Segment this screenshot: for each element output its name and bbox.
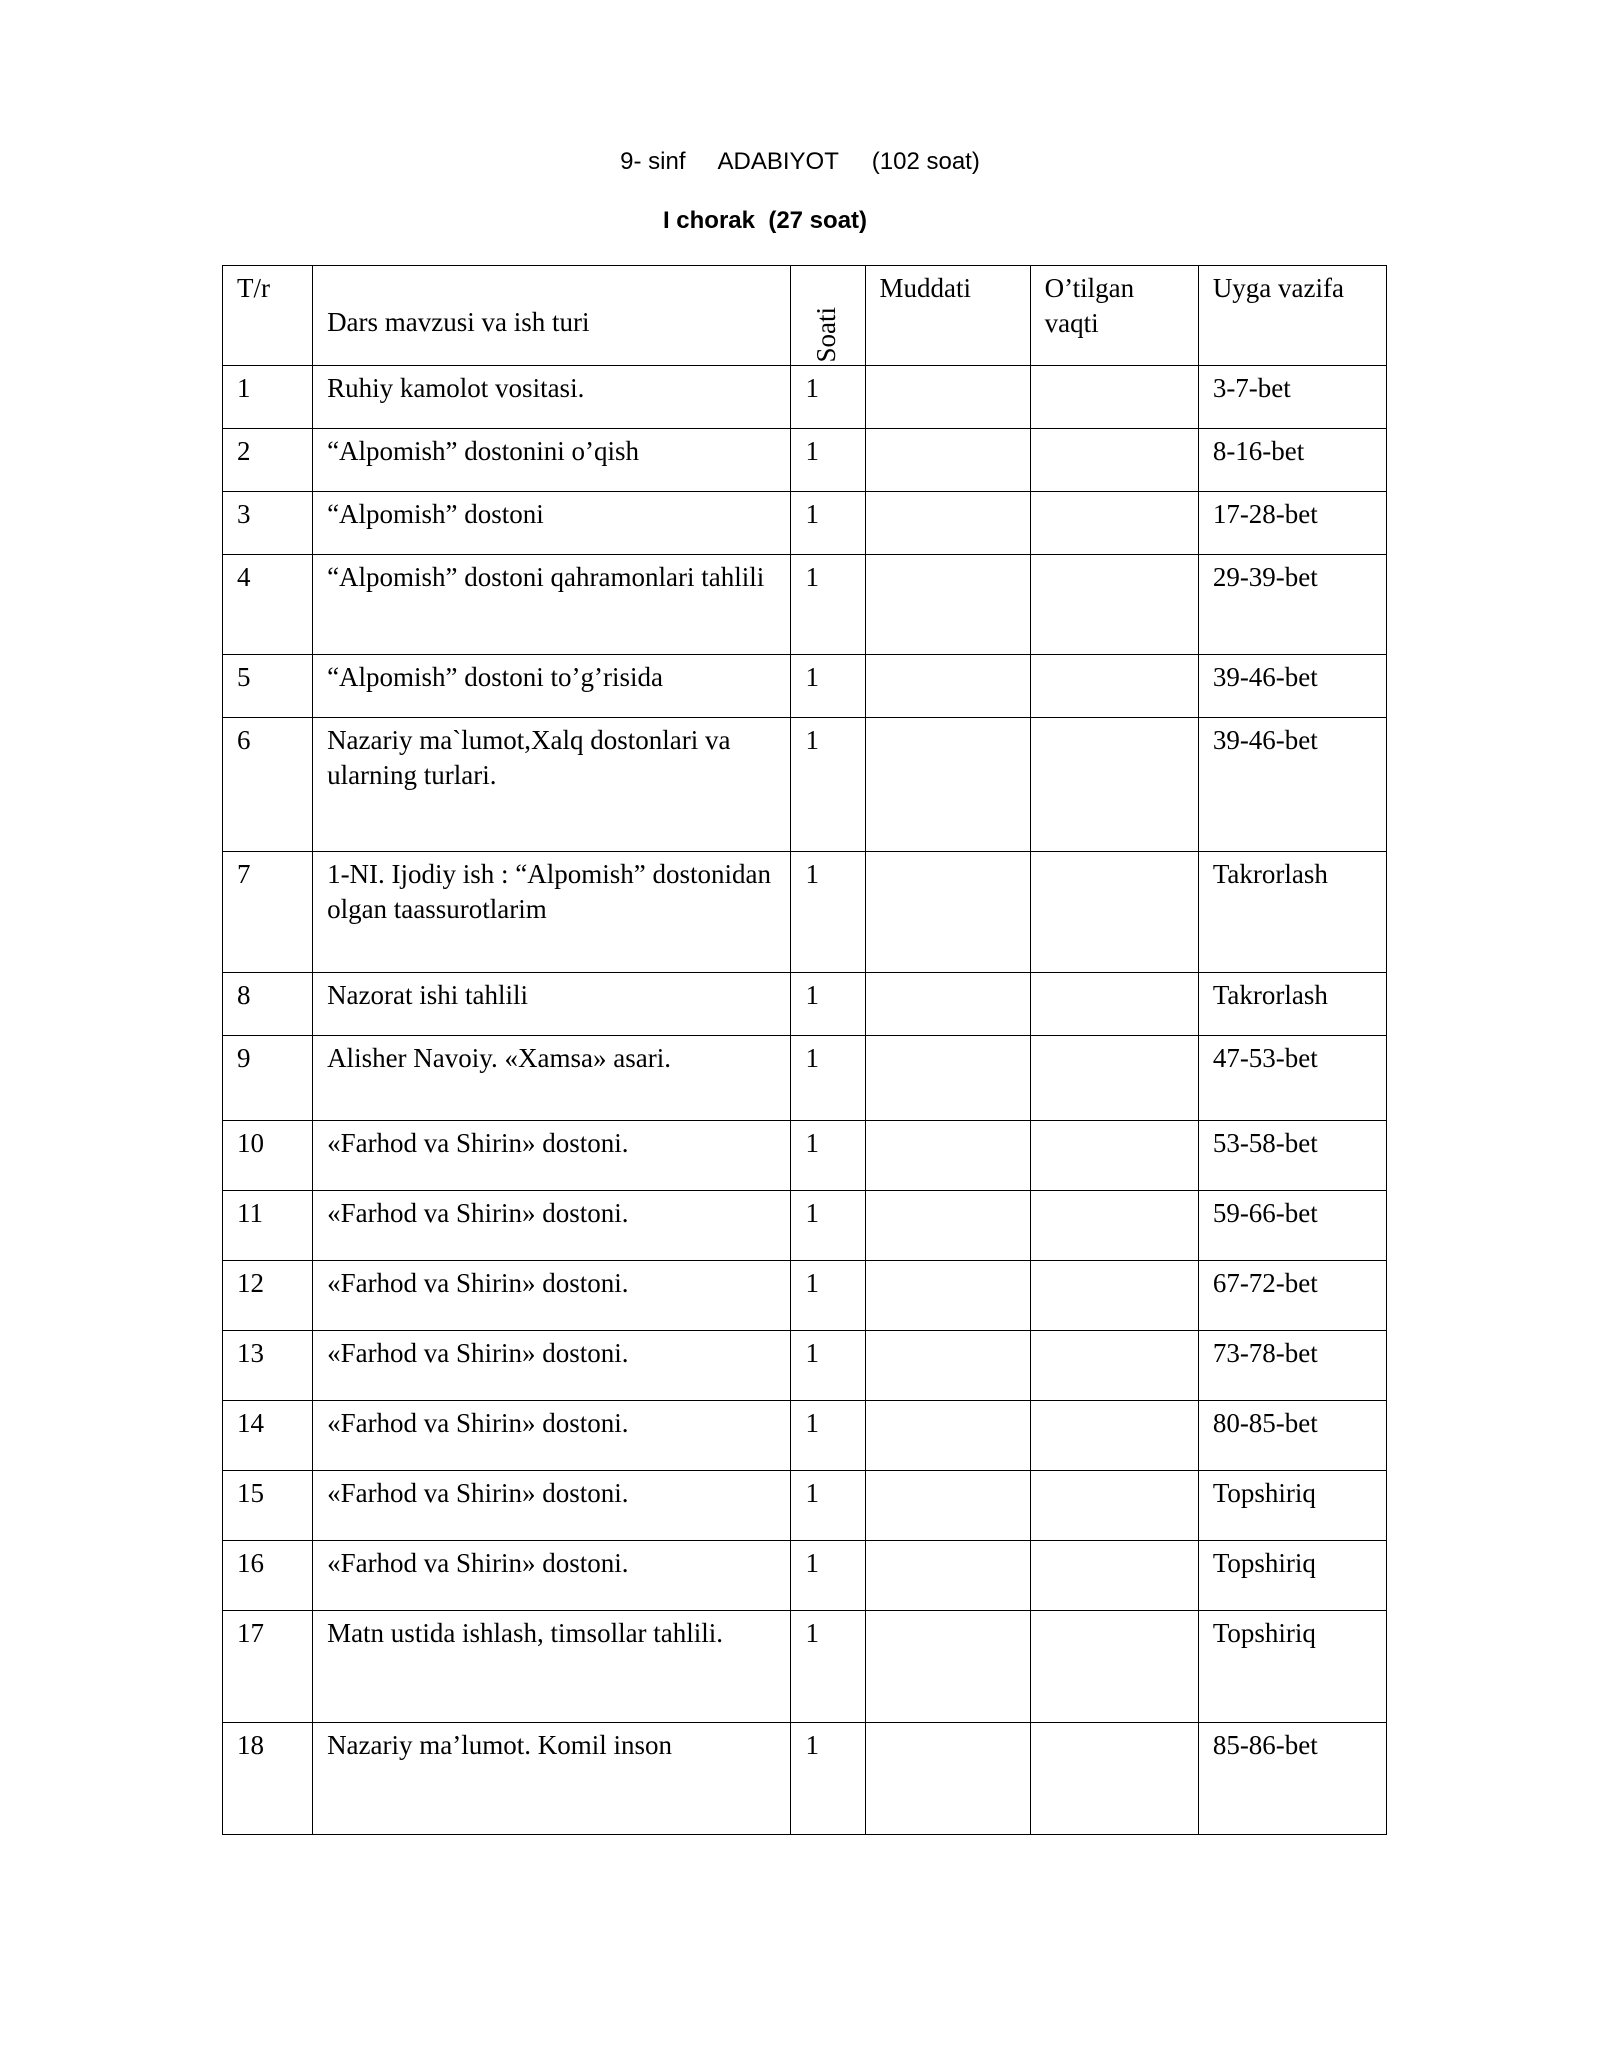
lesson-homework: Takrorlash bbox=[1198, 852, 1386, 973]
lesson-topic: «Farhod va Shirin» dostoni. bbox=[313, 1471, 791, 1541]
lesson-hours: 1 bbox=[791, 1191, 865, 1261]
row-number: 2 bbox=[223, 429, 313, 492]
lesson-topic: “Alpomish” dostonini o’qish bbox=[313, 429, 791, 492]
lesson-due bbox=[865, 429, 1030, 492]
lesson-done bbox=[1030, 1121, 1198, 1191]
lesson-done bbox=[1030, 1611, 1198, 1723]
lesson-due bbox=[865, 655, 1030, 718]
table-row bbox=[223, 1331, 1387, 1401]
lesson-hours: 1 bbox=[791, 718, 865, 852]
lesson-done bbox=[1030, 1541, 1198, 1611]
table-row bbox=[223, 973, 1387, 1036]
row-number: 8 bbox=[223, 973, 313, 1036]
lesson-topic: 1-NI. Ijodiy ish : “Alpomish” dostonidan olgan taassurotlarim bbox=[313, 852, 791, 973]
lesson-hours: 1 bbox=[791, 973, 865, 1036]
table-row bbox=[223, 1541, 1387, 1611]
lesson-due bbox=[865, 366, 1030, 429]
lesson-done bbox=[1030, 429, 1198, 492]
lesson-homework: 67-72-bet bbox=[1198, 1261, 1386, 1331]
row-number: 16 bbox=[223, 1541, 313, 1611]
row-number: 9 bbox=[223, 1036, 313, 1121]
lesson-homework: 47-53-bet bbox=[1198, 1036, 1386, 1121]
table-row bbox=[223, 492, 1387, 555]
lesson-topic: Nazariy ma’lumot. Komil inson bbox=[313, 1723, 791, 1835]
row-number: 10 bbox=[223, 1121, 313, 1191]
table-row bbox=[223, 1191, 1387, 1261]
lesson-hours: 1 bbox=[791, 1541, 865, 1611]
column-header-number: T/r bbox=[223, 266, 313, 366]
lesson-topic: “Alpomish” dostoni bbox=[313, 492, 791, 555]
row-number: 15 bbox=[223, 1471, 313, 1541]
lesson-topic: Ruhiy kamolot vositasi. bbox=[313, 366, 791, 429]
lesson-homework: Topshiriq bbox=[1198, 1611, 1386, 1723]
lesson-due bbox=[865, 1541, 1030, 1611]
lesson-due bbox=[865, 1261, 1030, 1331]
row-number: 18 bbox=[223, 1723, 313, 1835]
lesson-hours: 1 bbox=[791, 852, 865, 973]
row-number: 3 bbox=[223, 492, 313, 555]
lesson-due bbox=[865, 1401, 1030, 1471]
lesson-homework: 39-46-bet bbox=[1198, 655, 1386, 718]
lesson-due bbox=[865, 1723, 1030, 1835]
lesson-due bbox=[865, 492, 1030, 555]
column-header-topic: Dars mavzusi va ish turi bbox=[313, 266, 791, 366]
lesson-hours: 1 bbox=[791, 1261, 865, 1331]
table-row bbox=[223, 555, 1387, 655]
lesson-hours: 1 bbox=[791, 1611, 865, 1723]
lesson-hours: 1 bbox=[791, 1036, 865, 1121]
column-header-homework: Uyga vazifa bbox=[1198, 266, 1386, 366]
row-number: 5 bbox=[223, 655, 313, 718]
lesson-due bbox=[865, 1191, 1030, 1261]
document-title: 9- sinf ADABIYOT (102 soat) bbox=[620, 148, 980, 175]
lesson-due bbox=[865, 852, 1030, 973]
lesson-due bbox=[865, 718, 1030, 852]
column-header-done: O’tilgan vaqti bbox=[1030, 266, 1198, 366]
lesson-homework: Topshiriq bbox=[1198, 1541, 1386, 1611]
lesson-homework: 53-58-bet bbox=[1198, 1121, 1386, 1191]
lesson-topic: «Farhod va Shirin» dostoni. bbox=[313, 1541, 791, 1611]
table-row bbox=[223, 1036, 1387, 1121]
lesson-homework: 29-39-bet bbox=[1198, 555, 1386, 655]
table-row bbox=[223, 1723, 1387, 1835]
lesson-due bbox=[865, 1036, 1030, 1121]
lesson-topic: «Farhod va Shirin» dostoni. bbox=[313, 1331, 791, 1401]
lesson-done bbox=[1030, 492, 1198, 555]
lesson-done bbox=[1030, 1261, 1198, 1331]
lesson-hours: 1 bbox=[791, 1121, 865, 1191]
table-header-row bbox=[223, 266, 1387, 366]
column-header-hours: Soati bbox=[791, 266, 865, 366]
row-number: 4 bbox=[223, 555, 313, 655]
table-row bbox=[223, 655, 1387, 718]
lesson-done bbox=[1030, 655, 1198, 718]
lesson-due bbox=[865, 1611, 1030, 1723]
lesson-homework: 59-66-bet bbox=[1198, 1191, 1386, 1261]
lesson-due bbox=[865, 1121, 1030, 1191]
quarter-subtitle: I chorak (27 soat) bbox=[662, 207, 868, 234]
lesson-homework: Takrorlash bbox=[1198, 973, 1386, 1036]
lesson-hours: 1 bbox=[791, 1723, 865, 1835]
lesson-homework: 73-78-bet bbox=[1198, 1331, 1386, 1401]
lesson-due bbox=[865, 1331, 1030, 1401]
lesson-done bbox=[1030, 1723, 1198, 1835]
lesson-done bbox=[1030, 1401, 1198, 1471]
lesson-homework: 8-16-bet bbox=[1198, 429, 1386, 492]
row-number: 11 bbox=[223, 1191, 313, 1261]
lesson-hours: 1 bbox=[791, 655, 865, 718]
row-number: 17 bbox=[223, 1611, 313, 1723]
row-number: 14 bbox=[223, 1401, 313, 1471]
table-row bbox=[223, 429, 1387, 492]
table-row bbox=[223, 1471, 1387, 1541]
lesson-done bbox=[1030, 1036, 1198, 1121]
lesson-topic: «Farhod va Shirin» dostoni. bbox=[313, 1401, 791, 1471]
lesson-topic: Nazariy ma`lumot,Xalq dostonlari va ularning turlari. bbox=[313, 718, 791, 852]
lesson-due bbox=[865, 973, 1030, 1036]
lesson-done bbox=[1030, 718, 1198, 852]
lesson-hours: 1 bbox=[791, 1471, 865, 1541]
lesson-hours: 1 bbox=[791, 366, 865, 429]
lesson-homework: Topshiriq bbox=[1198, 1471, 1386, 1541]
row-number: 7 bbox=[223, 852, 313, 973]
lesson-done bbox=[1030, 973, 1198, 1036]
lesson-homework: 85-86-bet bbox=[1198, 1723, 1386, 1835]
lesson-plan-table bbox=[222, 265, 1387, 1835]
lesson-done bbox=[1030, 366, 1198, 429]
lesson-homework: 17-28-bet bbox=[1198, 492, 1386, 555]
table-row bbox=[223, 718, 1387, 852]
lesson-hours: 1 bbox=[791, 1331, 865, 1401]
lesson-done bbox=[1030, 1331, 1198, 1401]
lesson-hours: 1 bbox=[791, 555, 865, 655]
lesson-topic: Nazorat ishi tahlili bbox=[313, 973, 791, 1036]
lesson-homework: 39-46-bet bbox=[1198, 718, 1386, 852]
lesson-topic: «Farhod va Shirin» dostoni. bbox=[313, 1121, 791, 1191]
lesson-topic: Alisher Navoiy. «Xamsa» asari. bbox=[313, 1036, 791, 1121]
table-row bbox=[223, 1261, 1387, 1331]
row-number: 12 bbox=[223, 1261, 313, 1331]
table-row bbox=[223, 1121, 1387, 1191]
lesson-topic: “Alpomish” dostoni to’g’risida bbox=[313, 655, 791, 718]
table-row bbox=[223, 1401, 1387, 1471]
table-row bbox=[223, 852, 1387, 973]
lesson-done bbox=[1030, 555, 1198, 655]
lesson-done bbox=[1030, 1471, 1198, 1541]
table-row bbox=[223, 1611, 1387, 1723]
lesson-topic: «Farhod va Shirin» dostoni. bbox=[313, 1261, 791, 1331]
lesson-hours: 1 bbox=[791, 1401, 865, 1471]
lesson-done bbox=[1030, 1191, 1198, 1261]
row-number: 6 bbox=[223, 718, 313, 852]
lesson-due bbox=[865, 1471, 1030, 1541]
table-row bbox=[223, 366, 1387, 429]
lesson-topic: Matn ustida ishlash, timsollar tahlili. bbox=[313, 1611, 791, 1723]
lesson-homework: 3-7-bet bbox=[1198, 366, 1386, 429]
lesson-done bbox=[1030, 852, 1198, 973]
lesson-topic: “Alpomish” dostoni qahramonlari tahlili bbox=[313, 555, 791, 655]
column-header-due: Muddati bbox=[865, 266, 1030, 366]
lesson-hours: 1 bbox=[791, 429, 865, 492]
lesson-hours: 1 bbox=[791, 492, 865, 555]
lesson-due bbox=[865, 555, 1030, 655]
row-number: 13 bbox=[223, 1331, 313, 1401]
lesson-topic: «Farhod va Shirin» dostoni. bbox=[313, 1191, 791, 1261]
row-number: 1 bbox=[223, 366, 313, 429]
lesson-homework: 80-85-bet bbox=[1198, 1401, 1386, 1471]
